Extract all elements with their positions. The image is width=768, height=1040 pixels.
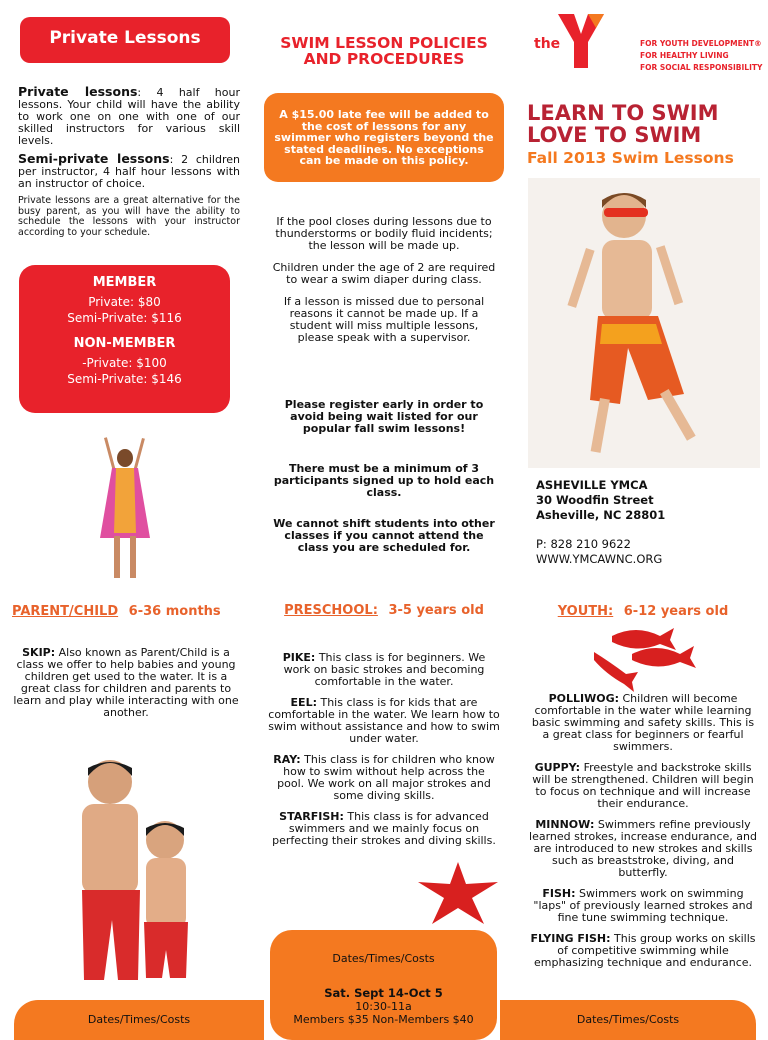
- nonmember-heading: NON-MEMBER: [73, 336, 176, 351]
- register-early-text: Please register early in order to avoid being wait listed for our popular fall swim lessons!: [284, 398, 484, 435]
- level-pike: [268, 652, 500, 688]
- private-lessons-desc: [18, 86, 240, 147]
- level-ray-text: This class is for children who know how to swim without help across the pool. We work on all major strokes and some diving skills.: [277, 753, 495, 802]
- late-fee-box: [264, 93, 504, 182]
- policy-list: [272, 216, 496, 344]
- private-alt-note: [18, 196, 240, 238]
- youth-levels: [528, 693, 758, 978]
- private-lessons-title: Private Lessons: [49, 28, 201, 48]
- private-lessons-pill: [20, 17, 230, 63]
- no-shift-text: We cannot shift students into other classes if you cannot attend the class you are scheduled for.: [273, 517, 495, 554]
- ymca-y-icon: [556, 12, 606, 70]
- preschool-label: PRESCHOOL:: [284, 603, 378, 618]
- private-lessons-text: : 4 half hour lessons. Your child will have the ability to work one on one with one of our skilled instructors for various skill levels.: [18, 86, 240, 147]
- parent-child-label: PARENT/CHILD: [12, 604, 119, 619]
- level-flying-fish-text: This group works on skills of competitive swimming while emphasizing technique and endurance.: [533, 932, 756, 969]
- address-name: ASHEVILLE YMCA: [536, 478, 648, 492]
- headline-love: LOVE TO SWIM: [527, 123, 702, 147]
- register-early-note: [272, 399, 496, 435]
- level-ray: [268, 754, 500, 802]
- semi-private-desc: [18, 153, 240, 190]
- bottom-band-left: [14, 1000, 264, 1040]
- level-eel: [268, 697, 500, 745]
- level-polliwog-name: POLLIWOG:: [548, 692, 619, 705]
- headline: [527, 102, 763, 146]
- preschool-time: 10:30-11a: [355, 1000, 412, 1013]
- parent-child-age: 6-36 months: [128, 604, 221, 619]
- policies-title-line2: AND PROCEDURES: [303, 50, 465, 68]
- skip-text: Also known as Parent/Child is a class we offer to help babies and young children get used to the water. It is a great class for children and parents to learn and play while interacting with one another.: [13, 646, 239, 719]
- level-starfish-name: STARFISH:: [279, 810, 344, 823]
- level-flying-fish-name: FLYING FISH:: [530, 932, 611, 945]
- nonmember-semi-price: Semi-Private: $146: [67, 372, 182, 386]
- level-guppy-text: Freestyle and backstroke skills will be strengthened. Children will begin to focus on technique and will increase their endurance.: [532, 761, 754, 810]
- member-private-price: Private: $80: [88, 295, 161, 309]
- level-polliwog: [528, 693, 758, 753]
- semi-private-text: : 2 children per instructor, 4 half hour lessons with an instructor of choice.: [18, 153, 240, 190]
- level-polliwog-text: Children will become comfortable in the water while learning basic swimming and safety skills. This is a great class for beginners or fearful swimmers.: [531, 692, 755, 753]
- parent-child-photo: [90, 428, 160, 584]
- youth-age: 6-12 years old: [623, 604, 729, 619]
- preschool-dates: Sat. Sept 14-Oct 5: [324, 986, 443, 1000]
- starfish-icon: [412, 858, 504, 928]
- policy-swim-diaper: Children under the age of 2 are required to wear a swim diaper during class.: [272, 261, 496, 286]
- minimum-participants-text: There must be a minimum of 3 participants signed up to hold each class.: [273, 462, 495, 499]
- level-minnow-text: Swimmers refine previously learned strokes, increase endurance, and are introduced to new strokes and skills such as breaststroke, diving, and butterfly.: [529, 818, 757, 879]
- semi-private-term: Semi-private lessons: [18, 151, 170, 166]
- level-guppy-name: GUPPY:: [534, 761, 581, 774]
- tagline-social: FOR SOCIAL RESPONSIBILITY: [640, 63, 763, 72]
- level-flying-fish: [528, 933, 758, 969]
- level-starfish-text: This class is for advanced swimmers and we mainly focus on perfecting their strokes and diving skills.: [272, 810, 496, 847]
- bottom-band-right: [500, 1000, 756, 1040]
- boy-goggles-photo: [528, 178, 760, 468]
- parent-child-heading: [12, 604, 252, 619]
- policy-missed-lesson: If a lesson is missed due to personal reasons it cannot be made up. If a student will miss multiple lessons, please speak with a supervisor.: [283, 295, 485, 344]
- bottom-right-label: Dates/Times/Costs: [576, 1013, 680, 1026]
- address-city: Asheville, NC 28801: [536, 508, 666, 522]
- minimum-participants-note: [272, 463, 496, 499]
- level-eel-text: This class is for kids that are comfortable in the water. We learn how to swim without assistance and how to swim under water.: [268, 696, 500, 745]
- level-fish-name: FISH:: [542, 887, 576, 900]
- youth-label: YOUTH:: [557, 604, 614, 619]
- price-box: [19, 265, 230, 413]
- fall-subhead: [527, 149, 763, 167]
- private-alt-text: Private lessons are a great alternative for the busy parent, as you will have the ability to schedule the lessons with your instructor according to your schedule.: [18, 195, 240, 238]
- member-semi-price: Semi-Private: $116: [67, 311, 182, 325]
- preschool-cost: Members $35 Non-Members $40: [293, 1013, 474, 1026]
- member-heading: MEMBER: [92, 275, 157, 290]
- level-minnow: [528, 819, 758, 879]
- policies-title-line1: SWIM LESSON POLICIES: [280, 34, 488, 52]
- level-pike-text: This class is for beginners. We work on basic strokes and becoming comfortable in the water.: [283, 651, 486, 688]
- preschool-dates-title: Dates/Times/Costs: [332, 952, 435, 965]
- level-guppy: [528, 762, 758, 810]
- preschool-age: 3-5 years old: [388, 603, 484, 618]
- preschool-levels: [268, 652, 500, 856]
- late-fee-text: A $15.00 late fee will be added to the cost of lessons for any swimmer who registers beyond the stated deadlines. No exceptions can be made on this policy.: [274, 108, 494, 167]
- private-lessons-term: Private lessons: [18, 84, 138, 99]
- youth-heading: [524, 604, 762, 619]
- level-fish-text: Swimmers work on swimming "laps" of previously learned strokes and fine tune swimming technique.: [533, 887, 753, 924]
- policy-pool-closes: If the pool closes during lessons due to thunderstorms or bodily fluid incidents; the lesson will be made up.: [275, 215, 493, 252]
- address-block: [536, 478, 756, 567]
- two-boys-photo: [60, 750, 200, 985]
- skip-description: [12, 647, 240, 719]
- ymca-taglines: [640, 38, 765, 74]
- phone-number: P: 828 210 9622: [536, 537, 631, 551]
- level-fish: [528, 888, 758, 924]
- tagline-youth: FOR YOUTH DEVELOPMENT®: [640, 39, 762, 48]
- policies-title: [262, 35, 506, 67]
- headline-learn: LEARN TO SWIM: [527, 101, 719, 125]
- level-eel-name: EEL:: [290, 696, 317, 709]
- preschool-heading: [262, 603, 506, 618]
- fall-subhead-text: Fall 2013 Swim Lessons: [527, 149, 734, 167]
- level-starfish: [268, 811, 500, 847]
- ymca-logo: [532, 12, 612, 72]
- level-minnow-name: MINNOW:: [535, 818, 595, 831]
- level-pike-name: PIKE:: [282, 651, 316, 664]
- skip-term: SKIP:: [22, 646, 56, 659]
- logo-the: the: [534, 36, 561, 52]
- nonmember-private-price: -Private: $100: [82, 356, 167, 370]
- address-street: 30 Woodfin Street: [536, 493, 654, 507]
- tagline-healthy: FOR HEALTHY LIVING: [640, 51, 729, 60]
- no-shift-note: [272, 518, 496, 554]
- website-link[interactable]: WWW.YMCAWNC.ORG: [536, 552, 663, 566]
- bottom-left-label: Dates/Times/Costs: [87, 1013, 191, 1026]
- fish-school-icon: [590, 626, 710, 692]
- level-ray-name: RAY:: [273, 753, 301, 766]
